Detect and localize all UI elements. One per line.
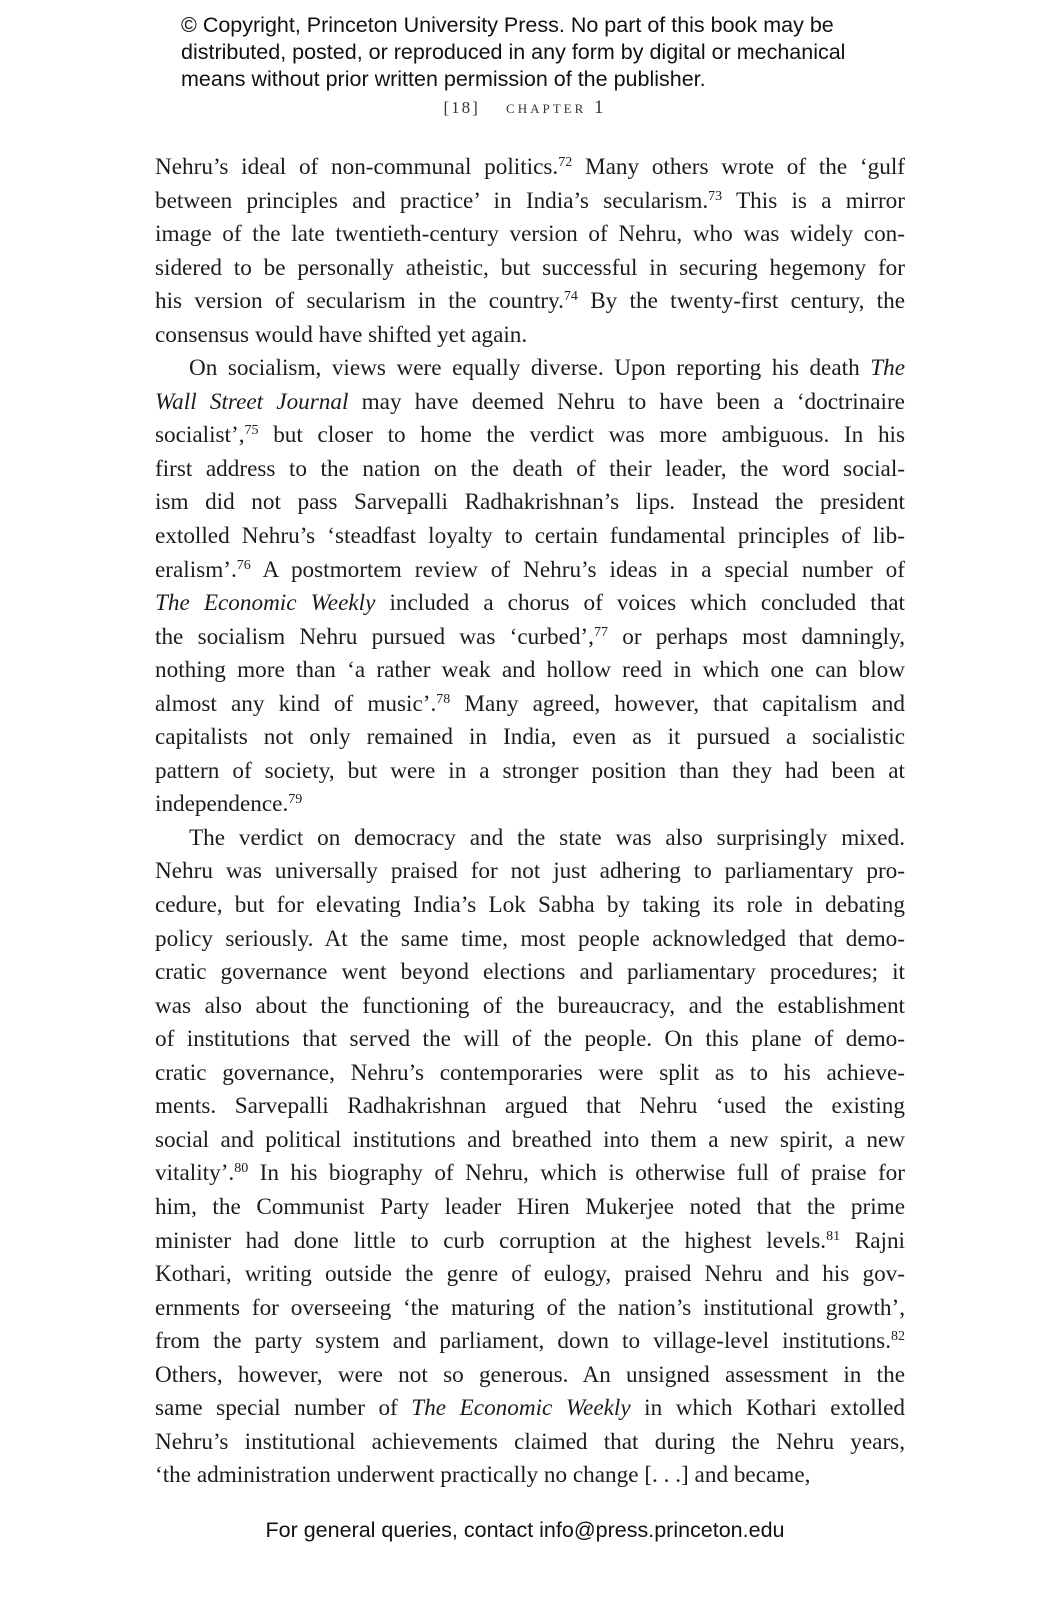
text-run: almost any kind of music’. [155,690,437,717]
footnote-ref: 72 [558,155,573,170]
italic-title: Wall Street Journal [155,388,349,415]
text-run: his version of secularism in the country. [155,288,564,315]
footer-contact: For general queries, contact info@press.princeton.edu [265,1518,785,1542]
footnote-ref: 81 [826,1228,841,1244]
footnote-ref: 79 [288,792,303,808]
text-run: Nehru was universally praised for not just adhering to parliamentary pro- [155,858,905,885]
text-run: Kothari, writing outside the genre of eulogy, praised Nehru and his gov- [155,1261,905,1288]
page-number: [18] [443,98,480,117]
text-line [155,486,905,520]
text-line [155,1023,905,1057]
text-line [155,1157,905,1191]
text-run: extolled Nehru’s ‘steadfast loyalty to certain fundamental principles of lib- [155,523,905,550]
text-run: was also about the functioning of the bureaucracy, and the establishment [155,992,905,1019]
text-line [155,990,905,1024]
text-run: This is a mirror [722,187,905,214]
text-run: the socialism Nehru pursued was ‘curbed’, [155,623,594,650]
text-run: cratic governance, Nehru’s contemporaries were split as to his achieve- [155,1059,905,1086]
text-run: policy seriously. At the same time, most people acknowledged that demo- [155,925,905,952]
text-run: Nehru’s institutional achievements claimed that during the Nehru years, [155,1428,905,1455]
text-run: vitality’. [155,1160,235,1187]
text-run: sidered to be personally atheistic, but successful in securing hegemony for [155,254,905,281]
text-line [155,855,905,889]
text-run: may have deemed Nehru to have been a ‘doctrinaire [348,388,905,415]
text-run: social and political institutions and breathed into them a new spirit, a new [155,1126,905,1153]
text-run: Many others wrote of the ‘gulf [572,154,905,180]
text-run: included a chorus of voices which concluded that [375,590,905,617]
text-run: in which Kothari extolled [630,1395,905,1422]
copyright-line: distributed, posted, or reproduced in any form by digital or mechanical [181,40,846,64]
text-line [155,755,905,789]
text-line [155,1090,905,1124]
footnote-ref: 82 [891,1329,905,1345]
footnote-ref: 77 [593,624,608,640]
italic-title: The Economic Weekly [155,590,376,617]
copyright-line: © Copyright, Princeton University Press. No part of this book may be [181,13,834,37]
text-run: capitalists not only remained in India, even as it pursued a socialistic [155,724,905,751]
text-line [155,688,905,722]
text-run: same special number of [155,1395,412,1422]
text-line [155,1459,905,1493]
text-line [155,252,905,286]
text-line [155,520,905,554]
italic-title: The [870,355,905,382]
text-run: cedure, but for elevating India’s Lok Sabha by taking its role in debating [155,892,905,919]
text-line [155,151,905,185]
text-line [155,419,905,453]
text-line [155,1392,905,1426]
text-run: ernments for overseeing ‘the maturing of the nation’s institutional growth’, [155,1294,905,1321]
text-line [155,185,905,219]
text-run: Many agreed, however, that capitalism and [450,690,905,717]
text-run: consensus would have shifted yet again. [155,321,528,348]
text-line [155,654,905,688]
text-run: Nehru’s ideal of non-communal politics. [155,154,559,180]
text-line [155,889,905,923]
footnote-ref: 75 [244,423,259,439]
text-line [155,822,905,856]
text-run: pattern of society, but were in a stronger position than they had been at [155,757,905,784]
text-run: socialist’, [155,422,245,449]
text-run: but closer to home the verdict was more ambiguous. In his [258,422,905,449]
text-line [155,1191,905,1225]
text-run: image of the late twentieth-century version of Nehru, who was widely con- [155,221,905,248]
text-run: eralism’. [155,556,237,583]
text-line [155,1426,905,1460]
text-run: nothing more than ‘a rather weak and hollow reed in which one can blow [155,657,905,684]
text-run: The verdict on democracy and the state was also surprisingly mixed. [189,824,905,851]
text-line [155,956,905,990]
footnote-ref: 73 [708,188,723,204]
text-run: By the twenty-first century, the [577,288,906,315]
text-line [155,218,905,252]
footnote-ref: 80 [234,1161,249,1177]
text-line [155,788,905,822]
text-line [155,1359,905,1393]
text-line [155,1292,905,1326]
chapter-label: chapter 1 [506,97,607,118]
text-line [155,1057,905,1091]
text-run: ments. Sarvepalli Radhakrishnan argued that Nehru ‘used the existing [155,1093,905,1120]
text-line [155,1258,905,1292]
text-line [155,721,905,755]
footnote-ref: 76 [236,557,251,573]
text-line [155,453,905,487]
text-run: between principles and practice’ in India’s secularism. [155,187,709,214]
text-line [155,1124,905,1158]
text-run: him, the Communist Party leader Hiren Mukerjee noted that the prime [155,1193,905,1220]
text-run: ‘the administration underwent practically no change [. . .] and became, [155,1462,811,1489]
text-run: Rajni [840,1227,905,1254]
text-run: independence. [155,791,289,818]
text-run: or perhaps most damningly, [607,623,905,650]
text-line [155,1325,905,1359]
text-run: from the party system and parliament, down to village-level institutions. [155,1328,891,1355]
body-text [155,151,905,1493]
text-line [155,352,905,386]
footnote-ref: 78 [436,691,451,707]
text-run: On socialism, views were equally diverse. Upon reporting his death [189,355,871,382]
footnote-ref: 74 [563,289,578,305]
text-run: In his biography of Nehru, which is otherwise full of praise for [248,1160,905,1187]
text-run: A postmortem review of Nehru’s ideas in a special number of [250,556,905,583]
text-run: cratic governance went beyond elections and parliamentary procedures; it [155,959,905,986]
text-line [155,319,905,353]
italic-title: The Economic Weekly [411,1395,631,1422]
text-run: minister had done little to curb corruption at the highest levels. [155,1227,827,1254]
text-run: of institutions that served the will of the people. On this plane of demo- [155,1026,905,1053]
text-line [155,621,905,655]
copyright-notice [181,12,901,93]
text-line [155,1225,905,1259]
copyright-line: means without prior written permission of the publisher. [181,67,706,91]
text-line [155,554,905,588]
text-line [155,587,905,621]
text-run: Others, however, were not so generous. An unsigned assessment in the [155,1361,905,1388]
text-run: first address to the nation on the death of their leader, the word social- [155,455,905,482]
running-head [0,97,1050,119]
text-run: ism did not pass Sarvepalli Radhakrishnan’s lips. Instead the president [155,489,905,516]
text-line [155,285,905,319]
text-line [155,923,905,957]
text-line [155,386,905,420]
